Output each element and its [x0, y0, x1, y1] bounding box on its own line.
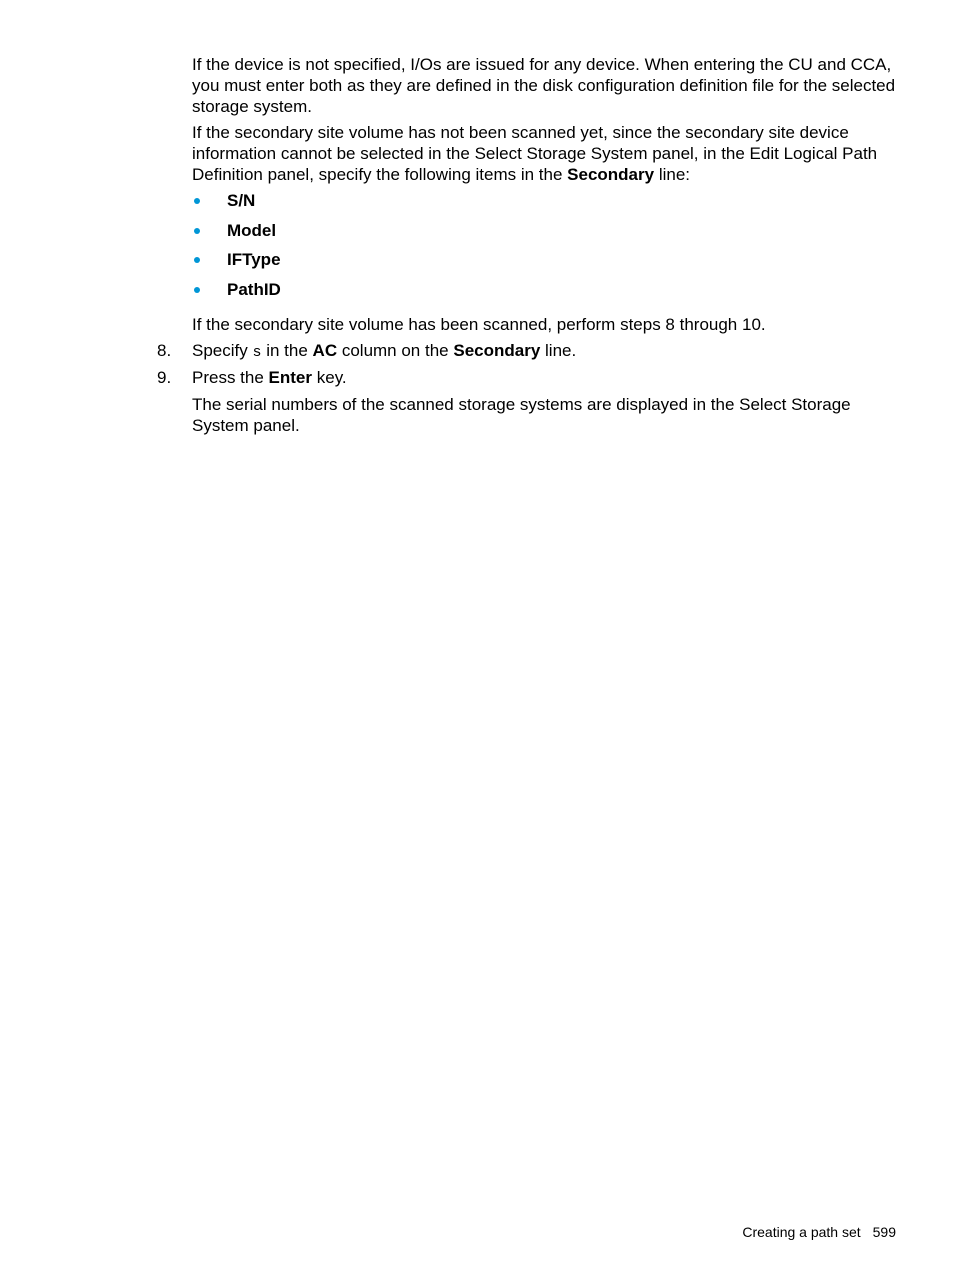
step-text: line.	[540, 341, 577, 360]
footer-section-title: Creating a path set	[742, 1224, 861, 1240]
step-9-result: The serial numbers of the scanned storage systems are displayed in the Select Storage System panel.	[192, 395, 851, 435]
secondary-label: Secondary	[453, 341, 541, 360]
secondary-not-scanned-paragraph	[192, 122, 902, 185]
list-item	[192, 190, 902, 220]
step-text: Specify	[192, 341, 253, 360]
ac-label: AC	[312, 341, 338, 360]
step-text: in the	[261, 341, 313, 360]
secondary-scanned-paragraph: If the secondary site volume has been scanned, perform steps 8 through 10.	[192, 315, 766, 334]
list-item-label: PathID	[227, 279, 281, 299]
list-item-label: S/N	[227, 191, 256, 210]
enter-key-label: Enter	[268, 368, 313, 387]
list-item	[192, 249, 902, 279]
page-footer	[742, 1222, 896, 1242]
device-note-paragraph: If the device is not specified, I/Os are issued for any device. When entering the CU and CCA, you must enter both as they are defined in the disk configuration definition file for the selected storage system.	[192, 55, 896, 116]
secondary-label: Secondary	[567, 165, 655, 184]
intro-section	[192, 54, 902, 340]
list-item-label: Model	[227, 220, 277, 240]
code-value: s	[252, 344, 262, 361]
step-8	[155, 340, 902, 363]
list-item	[192, 220, 902, 250]
list-item-label: IFType	[227, 250, 281, 269]
step-number: 8.	[157, 341, 172, 360]
bullet-icon	[194, 287, 200, 293]
step-text: key.	[312, 368, 347, 387]
step-text: Press the	[192, 368, 269, 387]
step-text: column on the	[337, 341, 454, 360]
step-9	[155, 367, 902, 388]
steps-list	[155, 340, 902, 453]
step-number: 9.	[157, 368, 172, 387]
para2-text-start: If the secondary site volume has not been scanned yet, since the secondary site device information cannot be selected in the Select Storage System panel, in the Edit Logical Path Definition panel, specify the following items in the	[192, 123, 878, 184]
bullet-icon	[194, 228, 200, 234]
para2-text-end: line:	[654, 165, 691, 184]
bullet-icon	[194, 198, 200, 204]
bullet-icon	[194, 257, 200, 263]
list-item	[192, 279, 902, 309]
page-number: 599	[872, 1224, 896, 1240]
items-list	[192, 190, 902, 308]
